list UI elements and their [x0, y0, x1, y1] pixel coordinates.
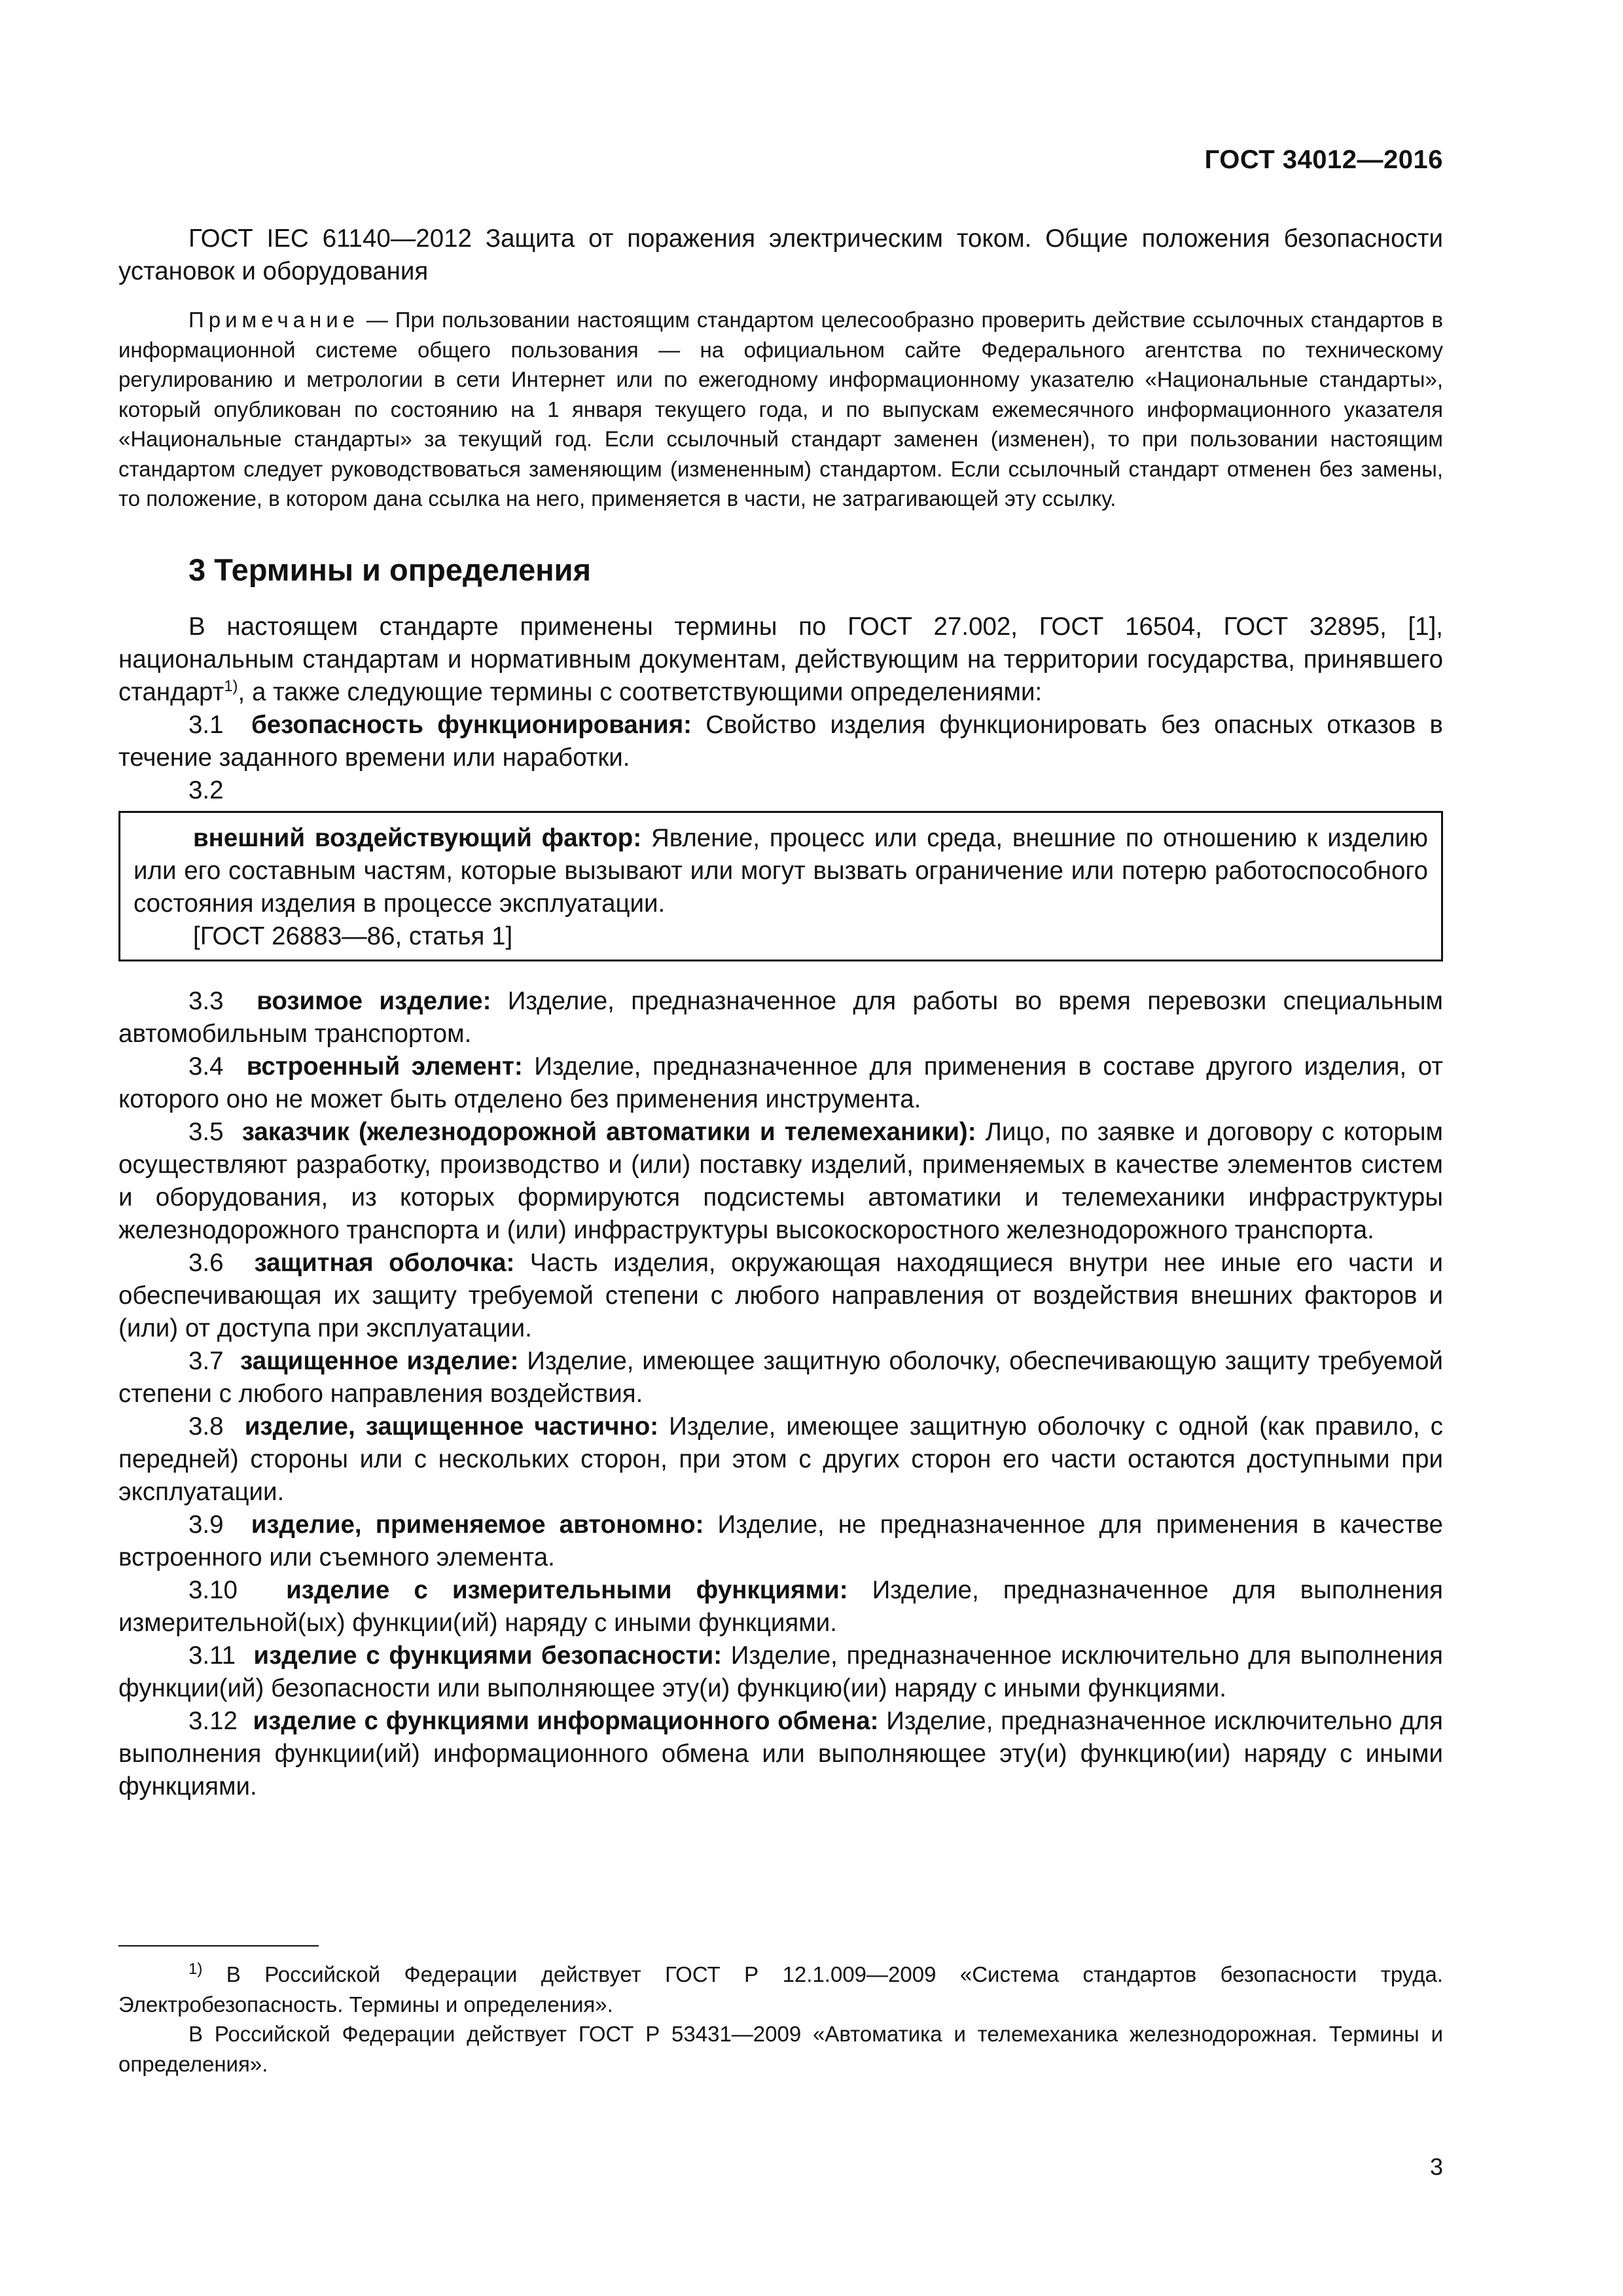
clause-number: 3.9 [188, 1510, 224, 1539]
term-definition: Изделие, предназначенное исключительно для выполнения функции(ий) безопасности или выполняющее эту(и) функцию(ии) наряду с иными функциями. [118, 1641, 1443, 1702]
term-3-6 [118, 1247, 1443, 1345]
document-page [118, 0, 1443, 2296]
term-3-3 [118, 985, 1443, 1050]
footnote-2: В Российской Федерации действует ГОСТ Р 53431—2009 «Автоматика и телемеханика железнодорожная. Термины и определения». [118, 2022, 1443, 2076]
clause-number: 3.10 [188, 1575, 238, 1604]
term-definition: Свойство изделия функционировать без опасных отказов в течение заданного времени или наработки. [118, 710, 1443, 772]
term-definition: Лицо, по заявке и договору с которым осуществляют разработку, производство и (или) поставку изделий, применяемых в качестве элементов систем и оборудования, из которых формируются подсистемы автоматики и телемеханики инфраструктуры железнодорожного транспорта и (или) инфраструктуры высокоскоростного железнодорожного транспорта. [118, 1117, 1443, 1244]
clause-number: 3.3 [188, 986, 224, 1015]
clause-number: 3.8 [188, 1412, 224, 1441]
term-definition: Изделие, предназначенное для работы во время перевозки специальным автомобильным транспортом. [118, 986, 1443, 1048]
term-name: защитная оболочка: [254, 1248, 515, 1277]
intro-text: В настоящем стандарте применены термины по ГОСТ 27.002, ГОСТ 16504, ГОСТ 32895, [1], национальным стандартам и нормативным документам, действующим на территории государства, принявшего стандарт [118, 612, 1443, 706]
term-definition: Явление, процесс или среда, внешние по отношению к изделию или его составным частям, которые вызывают или могут вызвать ограничение или потерю работоспособного состояния изделия в процессе эксплуатации. [134, 823, 1428, 918]
quoted-term-box [118, 811, 1443, 961]
term-name: внешний воздействующий фактор: [193, 823, 642, 852]
term-name: безопасность функционирования: [251, 710, 692, 739]
note-label: Примечание [188, 308, 360, 332]
clause-number-3-2: 3.2 [188, 776, 224, 804]
term-3-5 [118, 1116, 1443, 1247]
intro-text-end: , а также следующие термины с соответствующими определениями: [238, 677, 1043, 706]
term-name: изделие, защищенное частично: [244, 1412, 659, 1441]
clause-number: 3.12 [188, 1706, 238, 1735]
reference-entry: ГОСТ IEC 61140—2012 Защита от поражения электрическим током. Общие положения безопасности установок и оборудования [118, 224, 1443, 285]
footnote-text: В Российской Федерации действует ГОСТ Р 12.1.009—2009 «Система стандартов безопасности труда. Электробезопасность. Термины и определения». [118, 1962, 1443, 2017]
term-source: [ГОСТ 26883—86, статья 1] [193, 922, 513, 950]
note-text: — При пользовании настоящим стандартом целесообразно проверить действие ссылочных стандартов в информационной системе общего пользования — на официальном сайте Федерального агентства по техническому регулированию и метрологии в сети Интернет или по ежегодному информационному указателю «Национальные стандарты», который опубликован по состоянию на 1 января текущего года, и по выпускам ежемесячного информационного указателя «Национальные стандарты» за текущий год. Если ссылочный стандарт заменен (изменен), то при пользовании настоящим стандартом следует руководствоваться заменяющим (измененным) стандартом. Если ссылочный стандарт отменен без замены, то положение, в котором дана ссылка на него, применяется в части, не затрагивающей эту ссылку. [118, 308, 1443, 511]
clause-number: 3.5 [188, 1117, 224, 1146]
footnotes [118, 1960, 1443, 2079]
term-3-1 [118, 709, 1443, 774]
term-definition: Часть изделия, окружающая находящиеся внутри нее иные его части и обеспечивающая их защиту требуемой степени с любого направления от воздействия внешних факторов и (или) от доступа при эксплуатации. [118, 1248, 1443, 1342]
term-name: изделие с функциями безопасности: [253, 1641, 722, 1670]
clause-number: 3.1 [188, 710, 224, 739]
term-name: изделие с функциями информационного обмена: [253, 1706, 879, 1735]
clause-number: 3.6 [188, 1248, 224, 1277]
clause-number: 3.11 [188, 1641, 236, 1670]
term-name: встроенный элемент: [246, 1052, 523, 1081]
clause-number: 3.7 [188, 1346, 224, 1375]
term-3-7 [118, 1345, 1443, 1410]
term-name: изделие с измерительными функциями: [286, 1575, 848, 1604]
section-title: 3 Термины и определения [188, 552, 591, 587]
footnote-divider [118, 1945, 319, 1946]
term-3-10 [118, 1574, 1443, 1640]
page-number: 3 [1429, 2153, 1443, 2180]
section-intro [118, 611, 1443, 709]
term-name: изделие, применяемое автономно: [251, 1510, 704, 1539]
footnote-1 [118, 1960, 1443, 2019]
term-3-8 [118, 1410, 1443, 1509]
term-definition: Изделие, предназначенное для применения в составе другого изделия, от которого оно не может быть отделено без применения инструмента. [118, 1052, 1443, 1113]
footnote-mark: 1) [224, 677, 238, 695]
term-definition: Изделие, предназначенное для выполнения измерительной(ых) функции(ий) наряду с иными функциями. [118, 1575, 1443, 1637]
term-3-11 [118, 1640, 1443, 1705]
note-paragraph [118, 305, 1443, 514]
term-name: возимое изделие: [257, 986, 491, 1015]
main-content [118, 223, 1443, 1803]
term-definition: Изделие, имеющее защитную оболочку, обеспечивающую защиту требуемой степени с любого направления воздействия. [118, 1346, 1443, 1408]
boxed-term [134, 822, 1428, 920]
term-definition: Изделие, не предназначенное для применения в качестве встроенного или съемного элемента. [118, 1510, 1443, 1571]
term-3-4 [118, 1050, 1443, 1116]
term-3-12 [118, 1705, 1443, 1803]
clause-number: 3.4 [188, 1052, 224, 1081]
term-name: заказчик (железнодорожной автоматики и телемеханики): [241, 1117, 976, 1146]
standard-header: ГОСТ 34012—2016 [1204, 145, 1443, 174]
term-name: защищенное изделие: [240, 1346, 519, 1375]
term-definition: Изделие, имеющее защитную оболочку с одной (как правило, с передней) стороны или с нескольких сторон, при этом с других сторон его части остаются доступными при эксплуатации. [118, 1412, 1443, 1506]
term-3-9 [118, 1509, 1443, 1574]
term-definition: Изделие, предназначенное исключительно для выполнения функции(ий) информационного обмена или выполняющее эту(и) функцию(ии) наряду с иными функциями. [118, 1706, 1443, 1801]
footnote-mark: 1) [188, 1960, 203, 1978]
